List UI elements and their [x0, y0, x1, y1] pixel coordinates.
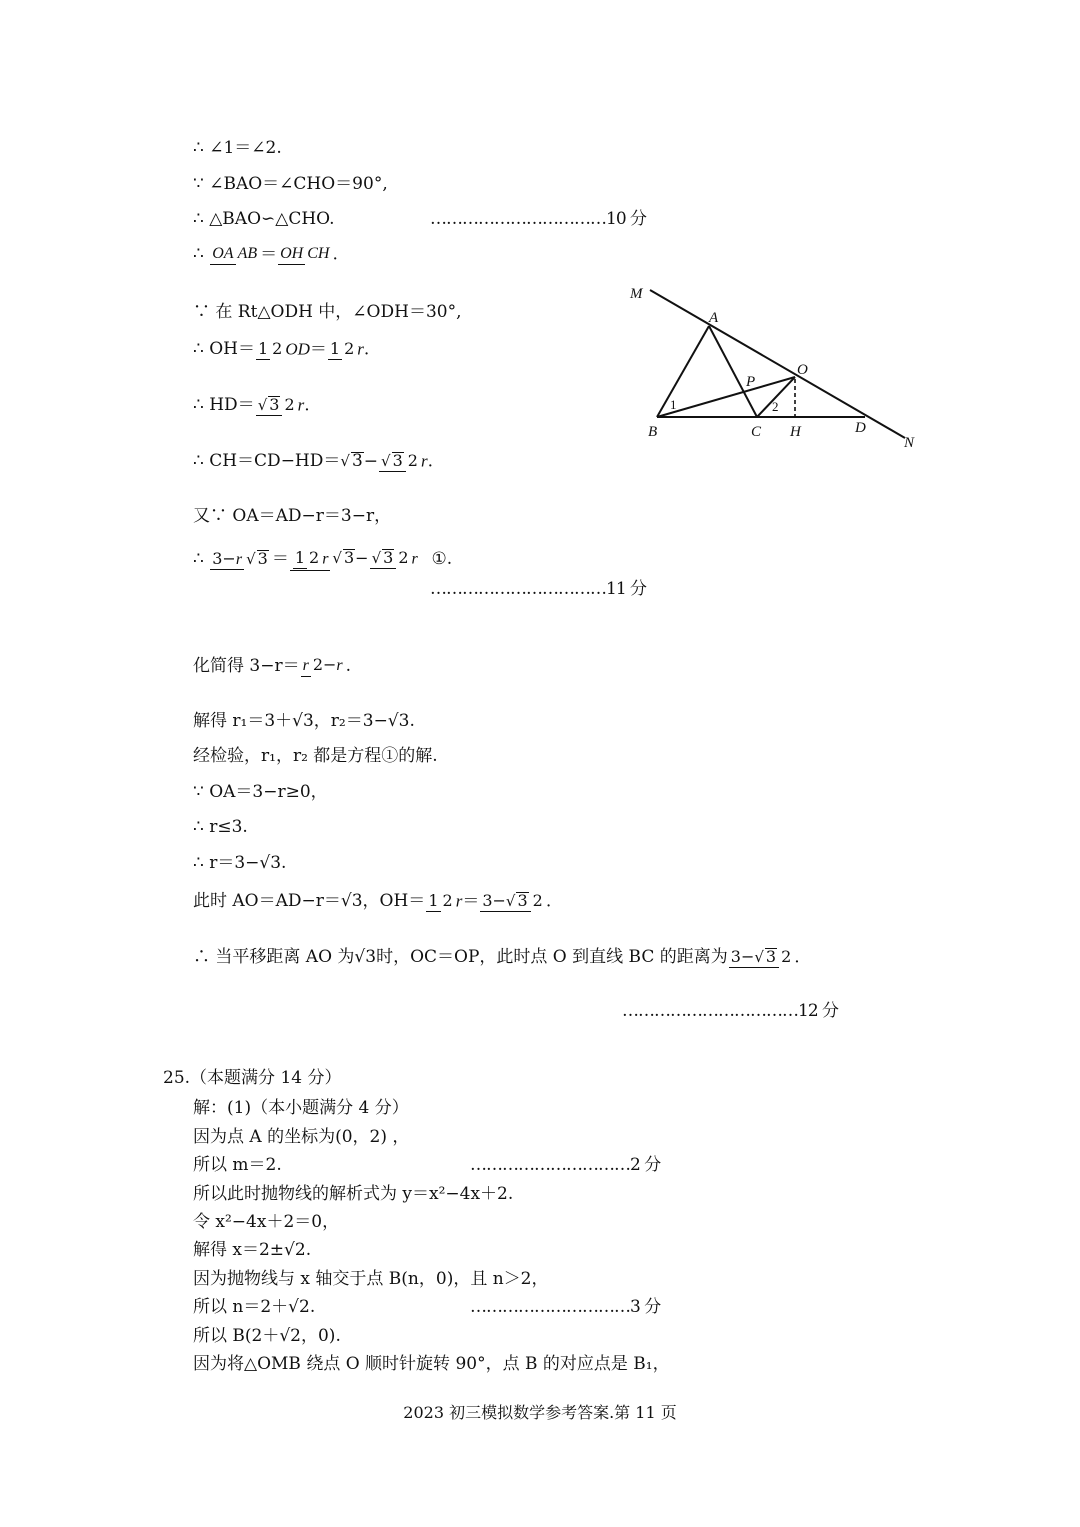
line-rt-odh: ∵ 在 Rt△ODH 中，∠ODH＝30°,	[193, 302, 462, 322]
score-2: …………………………2 分	[470, 1155, 661, 1175]
line-right-angles: ∵ ∠BAO＝∠CHO＝90°,	[193, 174, 388, 194]
sol-line-m: 所以 m＝2.	[193, 1155, 282, 1175]
label-c: C	[751, 424, 762, 440]
score-10: ……………………………10 分	[430, 209, 647, 229]
label-a: A	[709, 310, 719, 326]
page-footer: 2023 初三模拟数学参考答案.第 11 页	[403, 1403, 677, 1422]
line-check: 经检验，r₁，r₂ 都是方程①的解.	[193, 746, 438, 766]
sol-line-n: 所以 n＝2＋√2.	[193, 1297, 316, 1317]
line-oh: ∴ OH＝ 1 2 OD＝ 1 2 r.	[193, 339, 370, 360]
line-simplify: 化简得 3−r＝ r 2−r .	[193, 655, 352, 676]
score-11: ……………………………11 分	[430, 579, 647, 599]
line-oa: 又∵ OA＝AD−r＝3−r，	[193, 506, 392, 526]
line-ac	[709, 326, 757, 417]
label-o: O	[797, 362, 808, 378]
line-equation: ∴ 3−r √ 3 ＝ 1 2 r √ 3− √ 3 2 r ①.	[193, 548, 453, 569]
label-n: N	[904, 435, 915, 451]
line-similar: ∴ △BAO∽△CHO.	[193, 209, 335, 229]
label-m: M	[630, 286, 643, 302]
line-r-value: ∴ r＝3−√3.	[193, 853, 287, 873]
label-d: D	[855, 420, 866, 436]
line-hd: ∴ HD＝ √ 3 2 r.	[193, 395, 310, 416]
solution-part-1: 解：(1)（本小题满分 4 分）	[193, 1098, 409, 1118]
line-conclusion: ∴ 当平移距离 AO 为√3时，OC＝OP，此时点 O 到直线 BC 的距离为 3−√ 3 2 .	[193, 947, 800, 968]
label-angle-1: 1	[670, 397, 677, 412]
line-angle-eq: ∴ ∠1＝∠2.	[193, 138, 282, 158]
sol-line-b: 所以 B(2＋√2，0).	[193, 1326, 341, 1346]
sol-line-intersect: 因为抛物线与 x 轴交于点 B(n，0)，且 n＞2，	[193, 1269, 549, 1289]
line-r-le-3: ∴ r≤3.	[193, 817, 248, 837]
label-p: P	[746, 374, 756, 390]
label-b: B	[648, 424, 658, 440]
line-solve: 解得 r₁＝3＋√3，r₂＝3−√3.	[193, 711, 415, 731]
label-angle-2: 2	[772, 399, 779, 414]
sol-line-rotate: 因为将△OMB 绕点 O 顺时针旋转 90°，点 B 的对应点是 B₁，	[193, 1354, 670, 1374]
line-oa-nonneg: ∵ OA＝3−r≥0，	[193, 782, 328, 802]
question-25-title: 25.（本题满分 14 分）	[163, 1068, 342, 1088]
sol-line-set-zero: 令 x²−4x＋2＝0，	[193, 1212, 340, 1232]
sol-line-a-coord: 因为点 A 的坐标为(0，2) ，	[193, 1127, 410, 1147]
line-ratio: ∴ OA AB ＝ OH CH .	[193, 244, 338, 265]
label-h: H	[790, 424, 801, 440]
line-ao-oh: 此时 AO＝AD−r＝√3，OH＝ 1 2 r＝ 3−√ 3 2 .	[193, 891, 552, 912]
sol-line-roots: 解得 x＝2±√2.	[193, 1240, 312, 1260]
line-ch: ∴ CH＝CD−HD＝√ 3− √ 3 2 r.	[193, 451, 433, 472]
geometry-figure	[620, 280, 930, 455]
score-3: …………………………3 分	[470, 1297, 661, 1317]
sol-line-parabola: 所以此时抛物线的解析式为 y＝x²−4x＋2.	[193, 1184, 514, 1204]
score-12: ……………………………12 分	[622, 1001, 839, 1021]
